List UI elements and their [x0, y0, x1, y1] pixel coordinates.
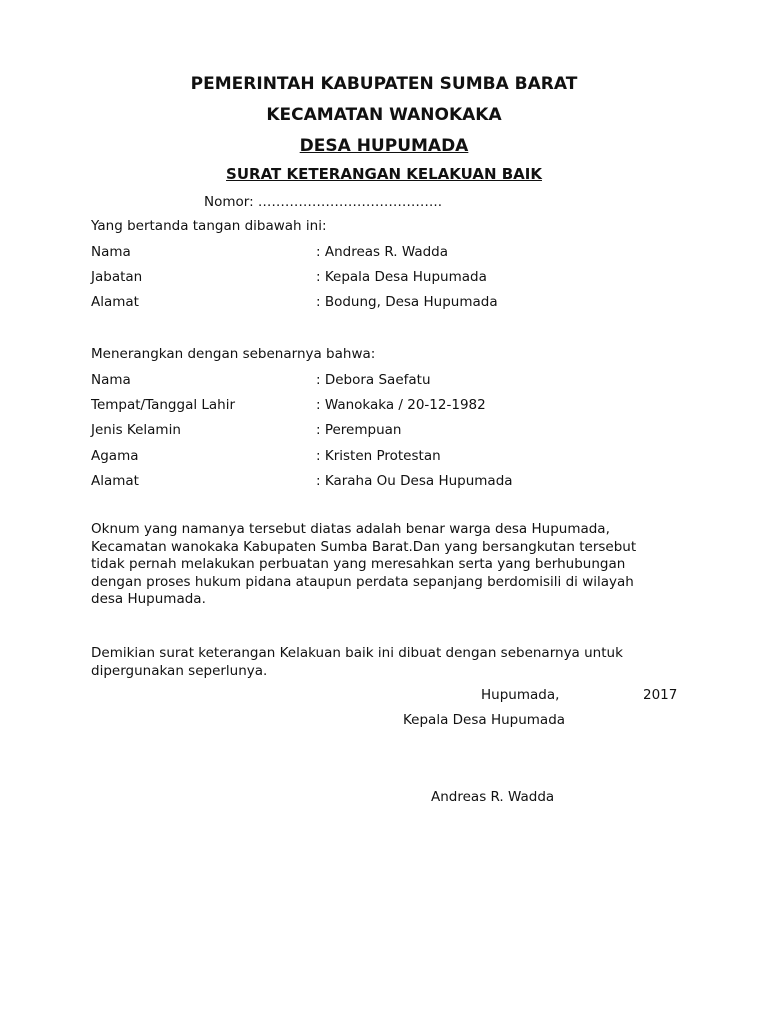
- statement-line: desa Hupumada.: [91, 591, 206, 608]
- document-title: SURAT KETERANGAN KELAKUAN BAIK: [226, 165, 542, 183]
- signer-name: Andreas R. Wadda: [431, 789, 555, 805]
- subject-row-address: [91, 472, 691, 490]
- field-label: Jabatan: [91, 269, 143, 285]
- closing-paragraph: [91, 645, 691, 680]
- field-value: : Debora Saefatu: [316, 372, 431, 388]
- subject-row-name: [91, 371, 691, 389]
- statement-line: dengan proses hukum pidana ataupun perdata sepanjang berdomisili di wilayah: [91, 573, 634, 590]
- field-label: Tempat/Tanggal Lahir: [91, 397, 236, 413]
- statement-line: tidak pernah melakukan perbuatan yang meresahkan serta yang berhubungan: [91, 556, 626, 573]
- field-value: : Bodung, Desa Hupumada: [316, 294, 498, 310]
- statement-paragraph: [91, 521, 691, 609]
- closing-line: Demikian surat keterangan Kelakuan baik ini dibuat dengan sebenarnya untuk: [91, 645, 623, 661]
- field-value: : Kepala Desa Hupumada: [316, 269, 487, 285]
- signature-place: Hupumada,: [481, 687, 560, 703]
- subject-row-religion: [91, 447, 691, 465]
- field-label: Alamat: [91, 294, 139, 310]
- subject-intro: Menerangkan dengan sebenarnya bahwa:: [91, 346, 376, 362]
- field-value: : Wanokaka / 20-12-1982: [316, 397, 486, 413]
- signature-position: Kepala Desa Hupumada: [403, 712, 566, 728]
- field-label: Jenis Kelamin: [91, 422, 181, 438]
- header-village: DESA HUPUMADA: [299, 136, 469, 156]
- subject-row-birth: [91, 396, 691, 414]
- signatory-row-address: [91, 293, 691, 311]
- statement-line: Kecamatan wanokaka Kabupaten Sumba Barat.Dan yang bersangkutan tersebut: [91, 538, 637, 555]
- signatory-intro: Yang bertanda tangan dibawah ini:: [91, 218, 327, 234]
- field-value: : Kristen Protestan: [316, 448, 441, 464]
- field-label: Nama: [91, 372, 131, 388]
- header-regency: PEMERINTAH KABUPATEN SUMBA BARAT: [190, 74, 578, 94]
- field-label: Agama: [91, 448, 139, 464]
- signatory-row-name: [91, 243, 691, 261]
- field-label: Alamat: [91, 473, 139, 489]
- field-value: : Andreas R. Wadda: [316, 244, 449, 260]
- field-value: : Karaha Ou Desa Hupumada: [316, 473, 513, 489]
- signature-year: 2017: [643, 687, 678, 703]
- closing-line: dipergunakan seperlunya.: [91, 662, 268, 679]
- field-value: : Perempuan: [316, 422, 402, 438]
- document-number: Nomor: …………………………………..: [204, 194, 443, 210]
- field-label: Nama: [91, 244, 131, 260]
- statement-line: Oknum yang namanya tersebut diatas adalah benar warga desa Hupumada,: [91, 521, 610, 537]
- header-district: KECAMATAN WANOKAKA: [266, 105, 502, 125]
- signatory-row-position: [91, 268, 691, 286]
- subject-row-gender: [91, 421, 691, 439]
